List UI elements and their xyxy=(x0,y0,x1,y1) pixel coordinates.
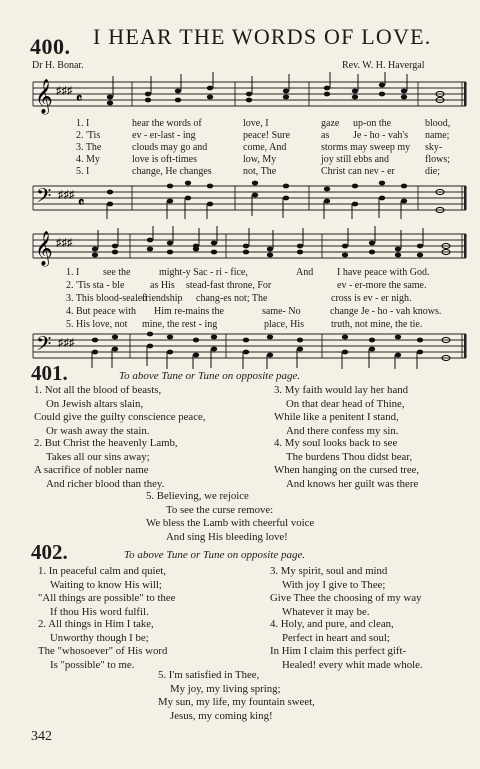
treble-clef-icon: 𝄞 xyxy=(35,232,53,265)
verse: 2. All things in Him I take, Unworthy though I be; The "whosoever" of His word Is "possible" to me. xyxy=(38,618,168,671)
svg-text:𝄴: 𝄴 xyxy=(78,196,85,211)
hymn-number: 402. xyxy=(31,540,68,564)
bass-staff-2 xyxy=(0,326,480,370)
bass-clef-icon: 𝄢 xyxy=(36,334,52,360)
bass-clef-icon: 𝄢 xyxy=(36,186,52,212)
tune-note: To above Tune or Tune on opposite page. xyxy=(119,370,301,382)
svg-text:𝄴: 𝄴 xyxy=(76,92,83,107)
hymn-number: 400. xyxy=(30,34,71,59)
verse: 1. Not all the blood of beasts, On Jewish altars slain, Could give the guilty conscience peace, Or wash away the stain. xyxy=(34,384,206,437)
verse: 3. My faith would lay her hand On that dear head of Thine, While like a penitent I stand, And there confess my sin. xyxy=(274,384,409,437)
author-credit: Dr H. Bonar. xyxy=(32,60,84,71)
svg-text:♯♯♯: ♯♯♯ xyxy=(56,237,73,249)
tune-note: To above Tune or Tune on opposite page. xyxy=(124,549,306,561)
verse: 4. Holy, and pure, and clean, Perfect in heart and soul; In Him I claim this perfect gift- Healed! every whit made whole. xyxy=(270,618,423,671)
verse: 5. I'm satisfied in Thee, My joy, my living spring; My sun, my life, my fountain sweet, Jesus, my coming king! xyxy=(158,669,315,722)
verse: 1. In peaceful calm and quiet, Waiting to know His will; "All things are possible" to thee If thou His word fulfil. xyxy=(38,565,176,618)
svg-text:♯♯♯: ♯♯♯ xyxy=(58,189,75,201)
bass-staff-1 xyxy=(0,176,480,220)
svg-text:♯♯♯: ♯♯♯ xyxy=(58,337,75,349)
hymn-title: I HEAR THE WORDS OF LOVE. xyxy=(93,24,432,49)
verse: 5. Believing, we rejoice To see the curse remove: We bless the Lamb with cheerful voice And sing His bleeding love! xyxy=(146,490,315,543)
composer-credit: Rev. W. H. Havergal xyxy=(342,60,425,71)
treble-staff-1 xyxy=(0,72,480,122)
verse: 2. But Christ the heavenly Lamb, Takes all our sins away; A sacrifice of nobler name And richer blood than they. xyxy=(34,437,178,490)
svg-text:♯♯♯: ♯♯♯ xyxy=(56,85,73,97)
treble-clef-icon: 𝄞 xyxy=(35,80,53,113)
verse: 4. My soul looks back to see The burdens Thou didst bear, When hanging on the cursed tree, And knows her guilt was there xyxy=(274,437,420,490)
hymn-number: 401. xyxy=(31,361,68,385)
page-number: 342 xyxy=(31,729,52,744)
verse: 3. My spirit, soul and mind With joy I give to Thee; Give Thee the choosing of my way Whatever it may be. xyxy=(270,565,422,618)
